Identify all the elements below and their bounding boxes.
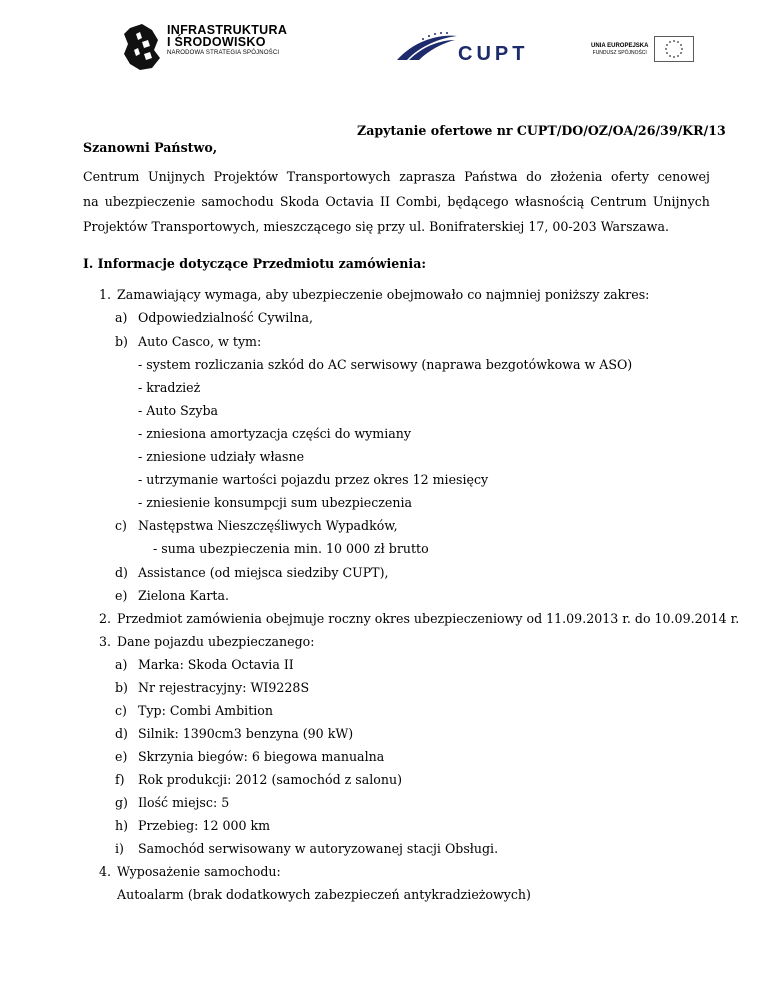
list-item-marker: c) — [115, 518, 127, 533]
list-item-marker: e) — [115, 588, 128, 603]
list-item-text: Auto Casco, w tym: — [138, 334, 262, 349]
intro-word: Unijnych — [652, 194, 710, 209]
intro-word: do — [526, 169, 542, 184]
intro-word: Projektów — [213, 169, 279, 184]
list-item-text: - utrzymanie wartości pojazdu przez okres 12 miesięcy — [138, 472, 489, 487]
cupt-swoosh-icon — [395, 30, 529, 66]
infra-line-2: I ŚRODOWISKO — [167, 35, 266, 49]
infrastruktura-emblem-icon — [122, 24, 162, 70]
list-item-marker: d) — [115, 726, 128, 741]
list-item-marker: e) — [115, 749, 128, 764]
list-item-marker: f) — [115, 772, 125, 787]
list-item-text: Rok produkcji: 2012 (samochód z salonu) — [138, 772, 403, 787]
intro-word: Transportowych — [286, 169, 391, 184]
intro-word: na — [83, 194, 99, 209]
list-item-marker: h) — [115, 818, 129, 833]
infra-line-1: INFRASTRUKTURA — [167, 23, 288, 37]
list-item-text: Ilość miejsc: 5 — [138, 795, 230, 810]
list-item-text: Marka: Skoda Octavia II — [138, 657, 294, 672]
list-item-text: Autoalarm (brak dodatkowych zabezpieczeń antykradzieżowych) — [117, 887, 531, 902]
infrastruktura-logo — [122, 24, 287, 72]
eu-flag-icon — [654, 36, 694, 62]
list-item-marker: 4. — [99, 864, 112, 879]
intro-word: Państwa — [464, 169, 518, 184]
list-item-text: - zniesienie konsumpcji sum ubezpieczenia — [138, 495, 413, 510]
list-item-text: Silnik: 1390cm3 benzyna (90 kW) — [138, 726, 354, 741]
intro-word: Centrum — [83, 169, 140, 184]
inquiry-title: Zapytanie ofertowe nr CUPT/DO/OZ/OA/26/39/KR/13 — [357, 123, 726, 138]
section-title: I. Informacje dotyczące Przedmiotu zamówienia: — [83, 256, 427, 271]
intro-word: zaprasza — [399, 169, 456, 184]
eu-line-1: UNIA EUROPEJSKA — [591, 42, 649, 49]
list-item-text: Typ: Combi Ambition — [138, 703, 273, 718]
intro-word: II — [380, 194, 390, 209]
list-item-marker: i) — [115, 841, 124, 856]
eu-logo — [591, 34, 694, 64]
intro-word: Combi, — [396, 194, 442, 209]
list-item-marker: 2. — [99, 611, 112, 626]
list-item-text: - zniesione udziały własne — [138, 449, 305, 464]
intro-word: Skoda — [279, 194, 320, 209]
intro-line-3: Projektów Transportowych, mieszczącego się przy ul. Bonifraterskiej 17, 00-203 Warszawa. — [83, 219, 669, 234]
list-item-marker: d) — [115, 565, 128, 580]
list-item-text: Dane pojazdu ubezpieczanego: — [117, 634, 315, 649]
list-item-text: - suma ubezpieczenia min. 10 000 zł brutto — [153, 541, 429, 556]
list-item-text: - kradzież — [138, 380, 201, 395]
list-item-text: Nr rejestracyjny: WI9228S — [138, 680, 310, 695]
eu-line-2: FUNDUSZ SPÓJNOŚCI — [592, 49, 647, 56]
list-item-text: Przebieg: 12 000 km — [138, 818, 271, 833]
intro-word: ubezpieczenie — [104, 194, 196, 209]
list-item-marker: a) — [115, 310, 128, 325]
list-item-text: Przedmiot zamówienia obejmuje roczny okres ubezpieczeniowy od 11.09.2013 r. do 10.09.2014 r. — [117, 611, 740, 626]
intro-word: własnością — [514, 194, 585, 209]
list-item-marker: b) — [115, 680, 128, 695]
list-item-marker: b) — [115, 334, 128, 349]
cupt-logo — [395, 30, 529, 66]
intro-word: cenowej — [657, 169, 710, 184]
list-item-text: Zamawiający wymaga, aby ubezpieczenie obejmowało co najmniej poniższy zakres: — [117, 287, 650, 302]
list-item-text: - Auto Szyba — [138, 403, 219, 418]
intro-word: Octavia — [325, 194, 374, 209]
intro-word: oferty — [611, 169, 649, 184]
list-item-text: Samochód serwisowany w autoryzowanej stacji Obsługi. — [138, 841, 499, 856]
list-item-text: Skrzynia biegów: 6 biegowa manualna — [138, 749, 385, 764]
list-item-marker: g) — [115, 795, 128, 810]
intro-word: złożenia — [550, 169, 603, 184]
intro-word: Unijnych — [147, 169, 206, 184]
list-item-text: Zielona Karta. — [138, 588, 229, 603]
intro-word: samochodu — [201, 194, 274, 209]
infra-line-3: NARODOWA STRATEGIA SPÓJNOŚCI — [167, 50, 280, 56]
intro-word: będącego — [447, 194, 509, 209]
list-item-text: Assistance (od miejsca siedziby CUPT), — [138, 565, 389, 580]
intro-line-2 — [83, 194, 710, 209]
list-item-text: - system rozliczania szkód do AC serwisowy (naprawa bezgotówkowa w ASO) — [138, 357, 633, 372]
list-item-text: Wyposażenie samochodu: — [117, 864, 281, 879]
list-item-marker: c) — [115, 703, 127, 718]
list-item-text: - zniesiona amortyzacja części do wymiany — [138, 426, 411, 441]
cupt-logo-text: CUPT — [458, 43, 529, 65]
list-item-marker: 3. — [99, 634, 112, 649]
greeting: Szanowni Państwo, — [83, 140, 218, 155]
list-item-text: Następstwa Nieszczęśliwych Wypadków, — [138, 518, 398, 533]
logo-bar — [0, 22, 768, 72]
intro-word: Centrum — [590, 194, 647, 209]
intro-line-1 — [83, 169, 710, 184]
list-item-marker: 1. — [99, 287, 112, 302]
list-item-text: Odpowiedzialność Cywilna, — [138, 310, 313, 325]
list-item-marker: a) — [115, 657, 128, 672]
